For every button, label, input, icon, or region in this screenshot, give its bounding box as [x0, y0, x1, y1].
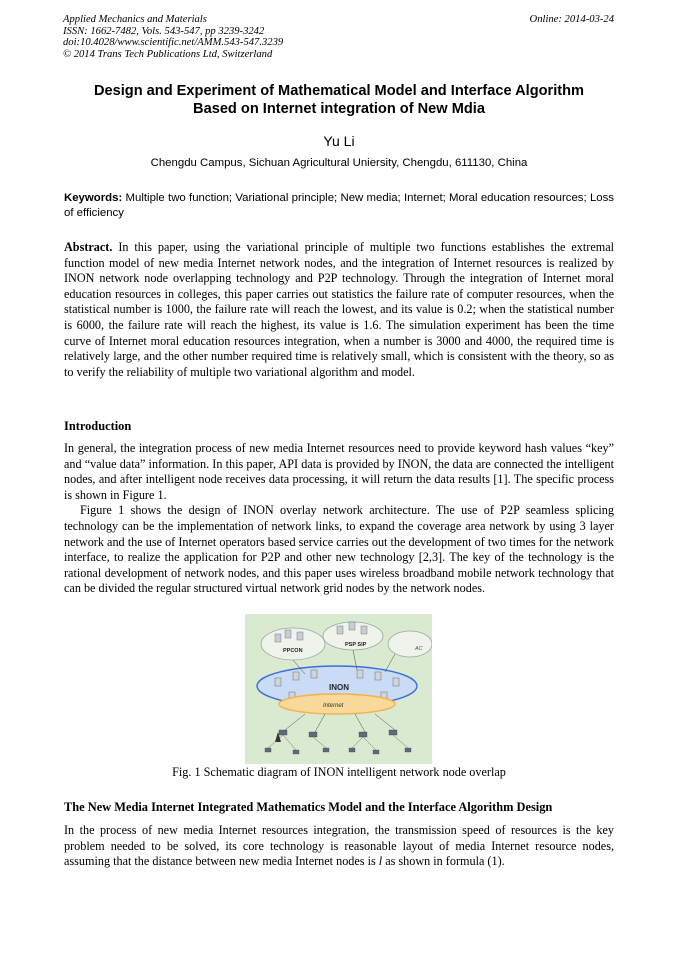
ppcon-label: PPCON — [283, 648, 303, 654]
keywords-text: Multiple two function; Variational principle; New media; Internet; Moral education resources; Loss of efficiency — [64, 192, 614, 219]
keywords — [64, 191, 614, 220]
psp-label: PSP SIP — [345, 642, 367, 648]
section-2-heading: The New Media Internet Integrated Mathematics Model and the Interface Algorithm Design — [64, 800, 553, 814]
inon-label: INON — [329, 683, 349, 692]
section-2-paragraph — [64, 823, 614, 870]
figure-1-caption: Fig. 1 Schematic diagram of INON intelligent network node overlap — [172, 765, 506, 779]
doi-line: doi:10.4028/www.scientific.net/AMM.543-547.3239 — [63, 37, 284, 49]
section-2-text-before: In the process of new media Internet resources integration, the transmission speed of resources is the key problem needed to be solved, its core technology is reasonable layout of media Internet resource nodes, assuming that the distance between new media Internet nodes is — [64, 823, 614, 869]
figure-1 — [245, 614, 432, 764]
section-2-text-after: as shown in formula (1). — [385, 854, 505, 869]
abstract — [64, 240, 614, 380]
section-2-body — [64, 823, 614, 870]
abstract-label: Abstract. — [64, 240, 113, 254]
journal-header — [63, 14, 283, 60]
introduction-heading: Introduction — [64, 419, 132, 433]
intro-paragraph-2: Figure 1 shows the design of INON overlay network architecture. The use of P2P seamless splicing technology can be the implementation of network links, to expand the coverage area network by using 3 layer network and the use of Internet operators based service carries out the development of two times for the network interface, to realize the application for P2P and other new technology [2,3]. The key of the technology is the rational development of network nodes, and this paper uses wireless broadband mobile network technology that can be divided the regular structured virtual network grid nodes by the network nodes. — [64, 503, 614, 596]
copyright-line: © 2014 Trans Tech Publications Ltd, Switzerland — [63, 48, 273, 60]
issn-line: ISSN: 1662-7482, Vols. 543-547, pp 3239-3242 — [63, 25, 265, 37]
ac-label: AC — [415, 646, 423, 652]
paper-title — [50, 82, 628, 118]
ppcon-cloud — [261, 628, 325, 660]
journal-name: Applied Mechanics and Materials — [63, 14, 207, 25]
online-date: Online: 2014-03-24 — [529, 14, 614, 25]
author-name: Yu Li — [323, 133, 355, 149]
ac-cloud — [388, 631, 432, 657]
title-line-2: Based on Internet integration of New Mdia — [193, 101, 485, 117]
abstract-text: In this paper, using the variational principle of multiple two functions establishes the extremal function model of new media Internet network nodes, and the integration of Internet resources is realized by INON network node overlapping technology and P2P technology. Through the integration of Internet moral education resources in colleges, this paper carries out statistics the failure rate of computer resources, when the statistical number is 1000, the failure rate will reach the lowest, and its value is 0.2; when the statistical number is 6000, the failure rate will reach the highest, its value is 1.6. The simulation experiment has been the time curve of Internet moral education resources integration, when a number is 3000 and 4000, the required time is relatively large, and the other number required time is relatively small, which is consistent with the theory, so as to verify the reliability of multiple two variational algorithm and model. — [64, 240, 615, 379]
internet-label: Internet — [323, 703, 344, 709]
inon-network-diagram — [245, 614, 432, 764]
variable-l: l — [378, 854, 383, 869]
keywords-label: Keywords: — [64, 192, 123, 204]
affiliation: Chengdu Campus, Sichuan Agricultural Uniersity, Chengdu, 611130, China — [150, 157, 528, 169]
title-line-1: Design and Experiment of Mathematical Model and Interface Algorithm — [93, 83, 585, 99]
intro-paragraph-1: In general, the integration process of new media Internet resources need to provide keyword hash values “key” and “value data” information. In this paper, API data is provided by INON, the data are connected the intelligent nodes, and after intelligent node receives data processing, it will return the data results [1]. The specific process is shown in Figure 1. — [64, 441, 614, 502]
introduction-body — [64, 441, 614, 597]
